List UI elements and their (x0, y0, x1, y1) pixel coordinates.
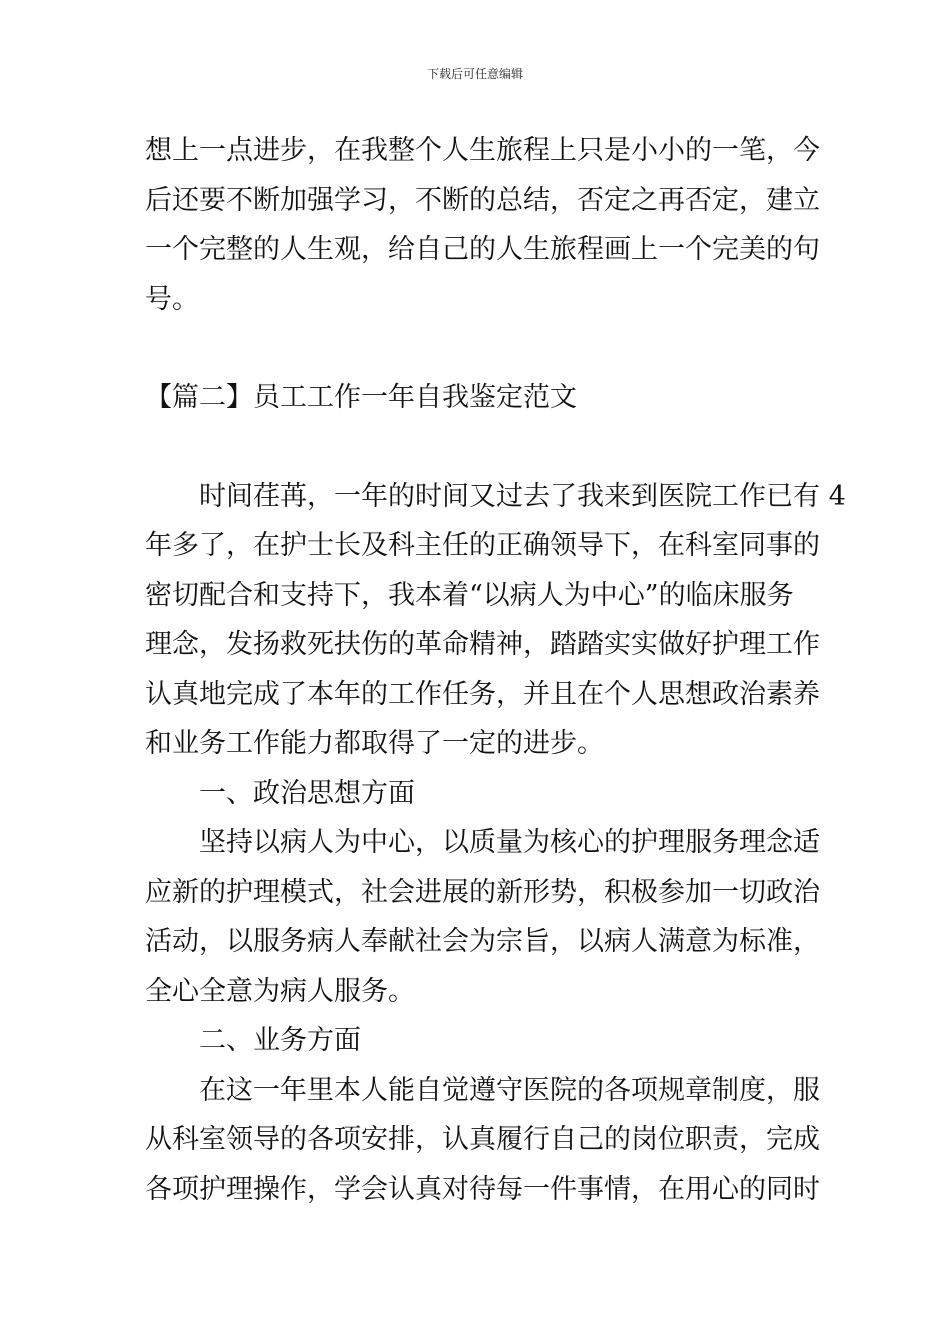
text-line: 活动，以服务病人奉献社会为宗旨，以病人满意为标准， (145, 926, 820, 957)
paragraph-business (145, 1066, 820, 1215)
page-header-note: 下载后可任意编辑 (426, 67, 523, 81)
subheading-political: 一、政治思想方面 (199, 777, 415, 809)
text-line: 密切配合和支持下，我本着“以病人为中心”的临床服务 (145, 579, 794, 611)
text-line: 后还要不断加强学习，不断的总结，否定之再否定，建立 (145, 184, 820, 216)
text-line: 时间荏苒，一年的时间又过去了我来到医院工作已有 4 (199, 480, 846, 512)
paragraph-conclusion (145, 126, 820, 324)
section-title: 【篇二】员工工作一年自我鉴定范文 (145, 382, 577, 413)
text-line: 坚持以病人为中心，以质量为核心的护理服务理念适 (199, 827, 820, 858)
text-line: 从科室领导的各项安排，认真履行自己的岗位职责，完成 (145, 1124, 820, 1155)
text-line: 认真地完成了本年的工作任务，并且在个人思想政治素养 (145, 678, 820, 710)
document-body (145, 126, 846, 1214)
text-line: 应新的护理模式，社会进展的新形势，积极参加一切政治 (145, 876, 820, 908)
text-line: 想上一点进步，在我整个人生旅程上只是小小的一笔，今 (145, 135, 820, 166)
text-line: 在这一年里本人能自觉遵守医院的各项规章制度，服 (199, 1074, 820, 1106)
text-line: 理念，发扬救死扶伤的革命精神，踏踏实实做好护理工作 (145, 629, 820, 660)
text-line: 一个完整的人生观，给自己的人生旅程画上一个完美的句 (145, 234, 820, 265)
text-line: 和业务工作能力都取得了一定的进步。 (145, 728, 604, 759)
text-line: 全心全意为病人服务。 (145, 975, 415, 1007)
paragraph-intro (145, 472, 846, 769)
text-line: 号。 (145, 283, 199, 315)
text-line: 各项护理操作，学会认真对待每一件事情，在用心的同时 (145, 1173, 820, 1205)
paragraph-political (145, 818, 820, 1016)
text-line: 年多了，在护士长及科主任的正确领导下，在科室同事的 (145, 530, 820, 561)
subheading-business: 二、业务方面 (199, 1025, 361, 1056)
